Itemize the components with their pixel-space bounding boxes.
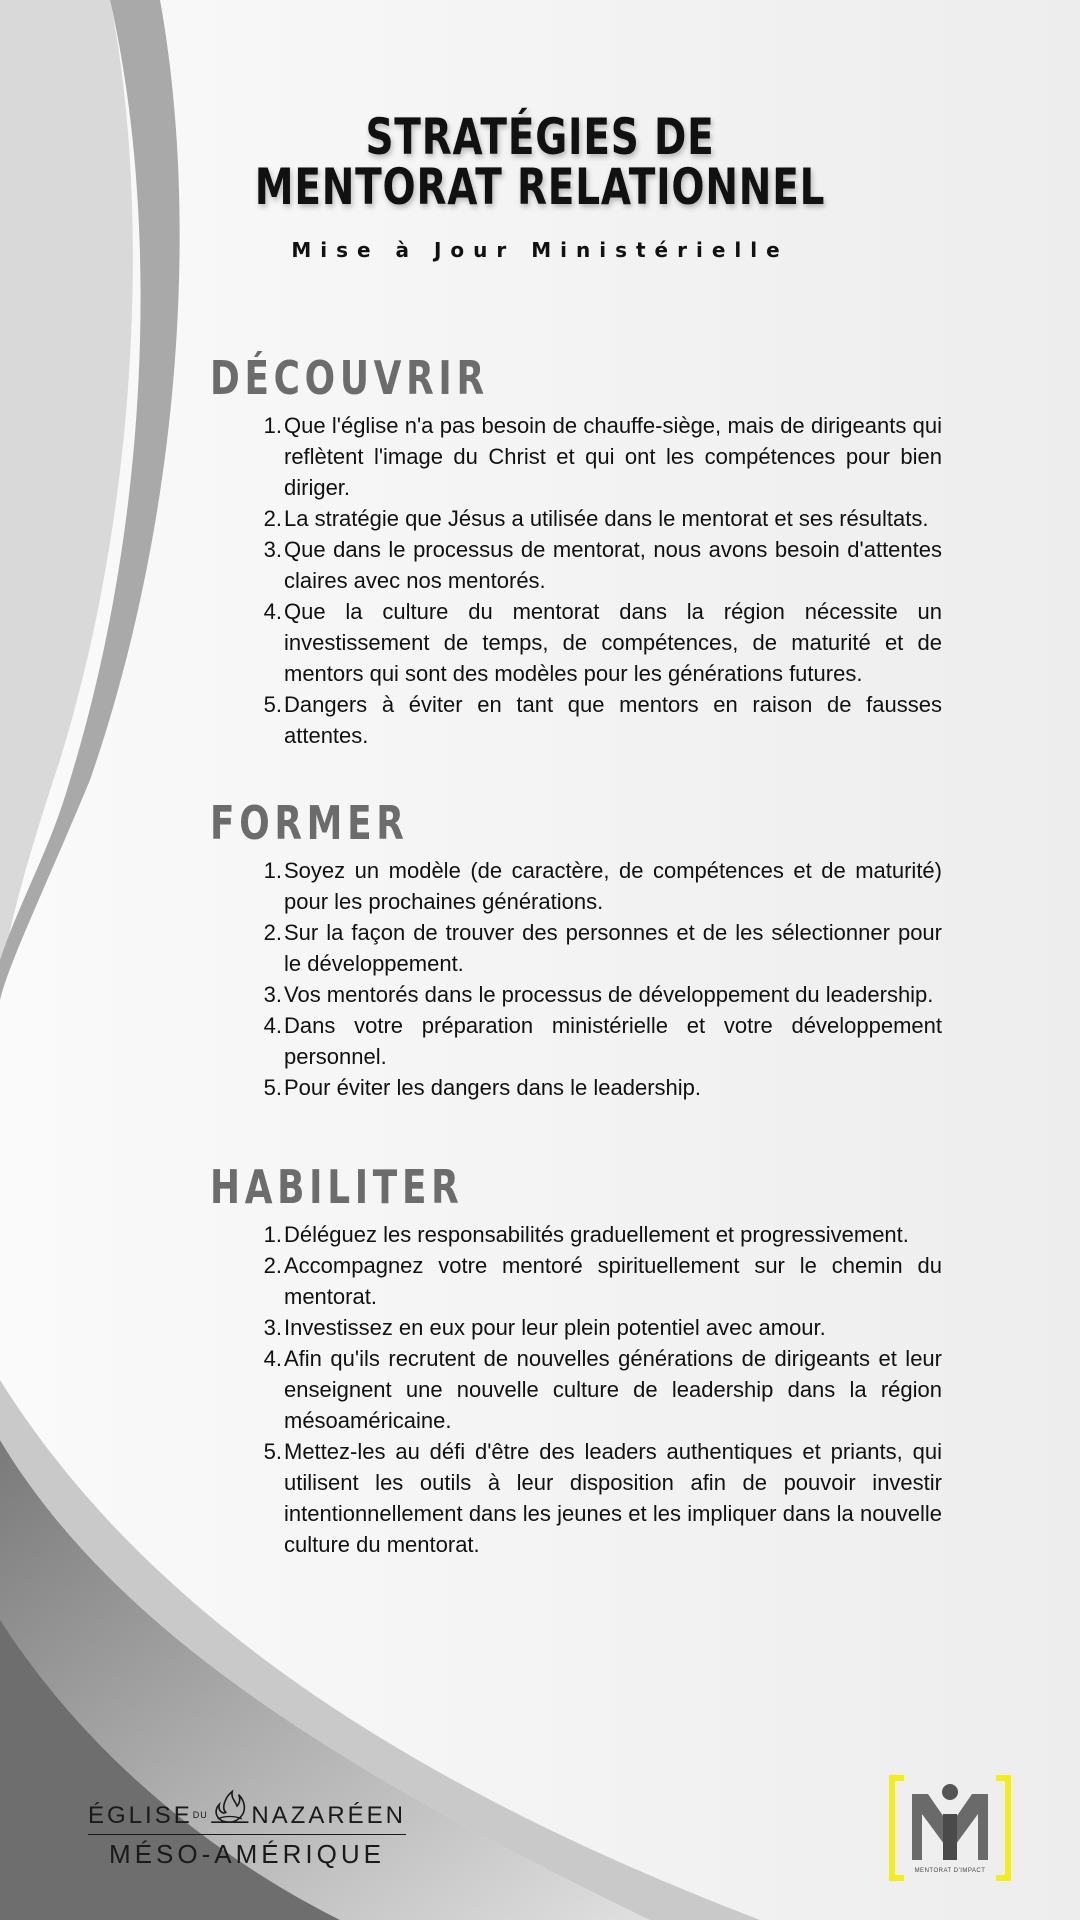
church-logo-word-left: ÉGLISE	[88, 1802, 193, 1829]
item-number: 4.	[263, 1346, 282, 1371]
item-number: 5.	[263, 692, 282, 717]
title-line-2: MENTORAT RELATIONNEL	[254, 158, 826, 216]
item-number: 4.	[263, 599, 282, 624]
section-former	[210, 797, 940, 1103]
item-text: Investissez en eux pour leur plein potentiel avec amour.	[284, 1315, 826, 1340]
item-text: Que la culture du mentorat dans la région nécessite un investissement de temps, de compétences, de maturité et de mentors qui sont des modèles pour les générations futures.	[284, 599, 942, 686]
item-text: Dans votre préparation ministérielle et votre développement personnel.	[284, 1013, 942, 1069]
item-text: Accompagnez votre mentoré spirituellement sur le chemin du mentorat.	[284, 1253, 942, 1309]
item-text: Pour éviter les dangers dans le leadership.	[284, 1075, 702, 1100]
mentorat-impact-logo	[888, 1774, 1012, 1882]
numbered-list	[210, 410, 940, 751]
item-text: Soyez un modèle (de caractère, de compétences et de maturité) pour les prochaines générations.	[284, 858, 942, 914]
list-item	[210, 1312, 940, 1343]
item-number: 2.	[263, 1253, 282, 1278]
item-number: 3.	[263, 537, 282, 562]
section-heading: FORMER	[210, 796, 409, 850]
church-logo-region: MÉSO-AMÉRIQUE	[109, 1839, 385, 1869]
list-item	[210, 1436, 940, 1560]
item-text: La stratégie que Jésus a utilisée dans le mentorat et ses résultats.	[284, 506, 929, 531]
section-decouvrir	[210, 352, 940, 751]
item-text: Que dans le processus de mentorat, nous avons besoin d'attentes claires avec nos mentorés.	[284, 537, 942, 593]
header	[0, 108, 1080, 262]
item-number: 5.	[263, 1075, 282, 1100]
list-item	[210, 689, 940, 751]
item-text: Déléguez les responsabilités graduellement et progressivement.	[284, 1222, 909, 1247]
list-item	[210, 1010, 940, 1072]
page-title	[119, 108, 961, 216]
church-logo-top	[88, 1782, 406, 1830]
list-item	[210, 534, 940, 596]
flame-dove-icon	[208, 1782, 252, 1830]
list-item	[210, 1343, 940, 1436]
church-logo	[88, 1782, 406, 1870]
item-number: 1.	[263, 1222, 282, 1247]
list-item	[210, 503, 940, 534]
item-text: Mettez-les au défi d'être des leaders authentiques et priants, qui utilisent les outils à leur disposition afin de pouvoir investir intentionnellement dans les jeunes et les impliquer dans la nouvelle culture du mentorat.	[284, 1439, 942, 1557]
page-subtitle: Mise à Jour Ministérielle	[291, 238, 789, 262]
section-heading: DÉCOUVRIR	[210, 351, 489, 405]
list-item	[210, 410, 940, 503]
church-logo-word-right: NAZARÉEN	[251, 1802, 406, 1829]
item-number: 2.	[263, 920, 282, 945]
list-item	[210, 1250, 940, 1312]
list-item	[210, 917, 940, 979]
list-item	[210, 855, 940, 917]
church-logo-word-small: DU	[192, 1810, 208, 1820]
title-line-1: STRATÉGIES DE	[365, 108, 715, 166]
section-habiliter	[210, 1161, 940, 1560]
section-heading: HABILITER	[210, 1160, 464, 1214]
list-item	[210, 1072, 940, 1103]
list-item	[210, 979, 940, 1010]
list-item	[210, 1219, 940, 1250]
numbered-list	[210, 1219, 940, 1560]
item-number: 2.	[263, 506, 282, 531]
item-number: 3.	[263, 982, 282, 1007]
item-text: Vos mentorés dans le processus de développement du leadership.	[284, 982, 934, 1007]
numbered-list	[210, 855, 940, 1103]
main-content	[210, 352, 940, 1560]
item-number: 5.	[263, 1439, 282, 1464]
item-number: 1.	[263, 858, 282, 883]
item-number: 3.	[263, 1315, 282, 1340]
church-logo-rule	[88, 1834, 406, 1835]
item-text: Que l'église n'a pas besoin de chauffe-siège, mais de dirigeants qui reflètent l'image du Christ et qui ont les compétences pour bien diriger.	[284, 413, 942, 500]
item-text: Sur la façon de trouver des personnes et de les sélectionner pour le développement.	[284, 920, 942, 976]
list-item	[210, 596, 940, 689]
item-number: 4.	[263, 1013, 282, 1038]
item-text: Afin qu'ils recrutent de nouvelles générations de dirigeants et leur enseignent une nouvelle culture de leadership dans la région mésoaméricaine.	[284, 1346, 942, 1433]
item-number: 1.	[263, 413, 282, 438]
item-text: Dangers à éviter en tant que mentors en raison de fausses attentes.	[284, 692, 942, 748]
mentor-logo-caption: MENTORAT D'IMPACT	[914, 1868, 986, 1874]
